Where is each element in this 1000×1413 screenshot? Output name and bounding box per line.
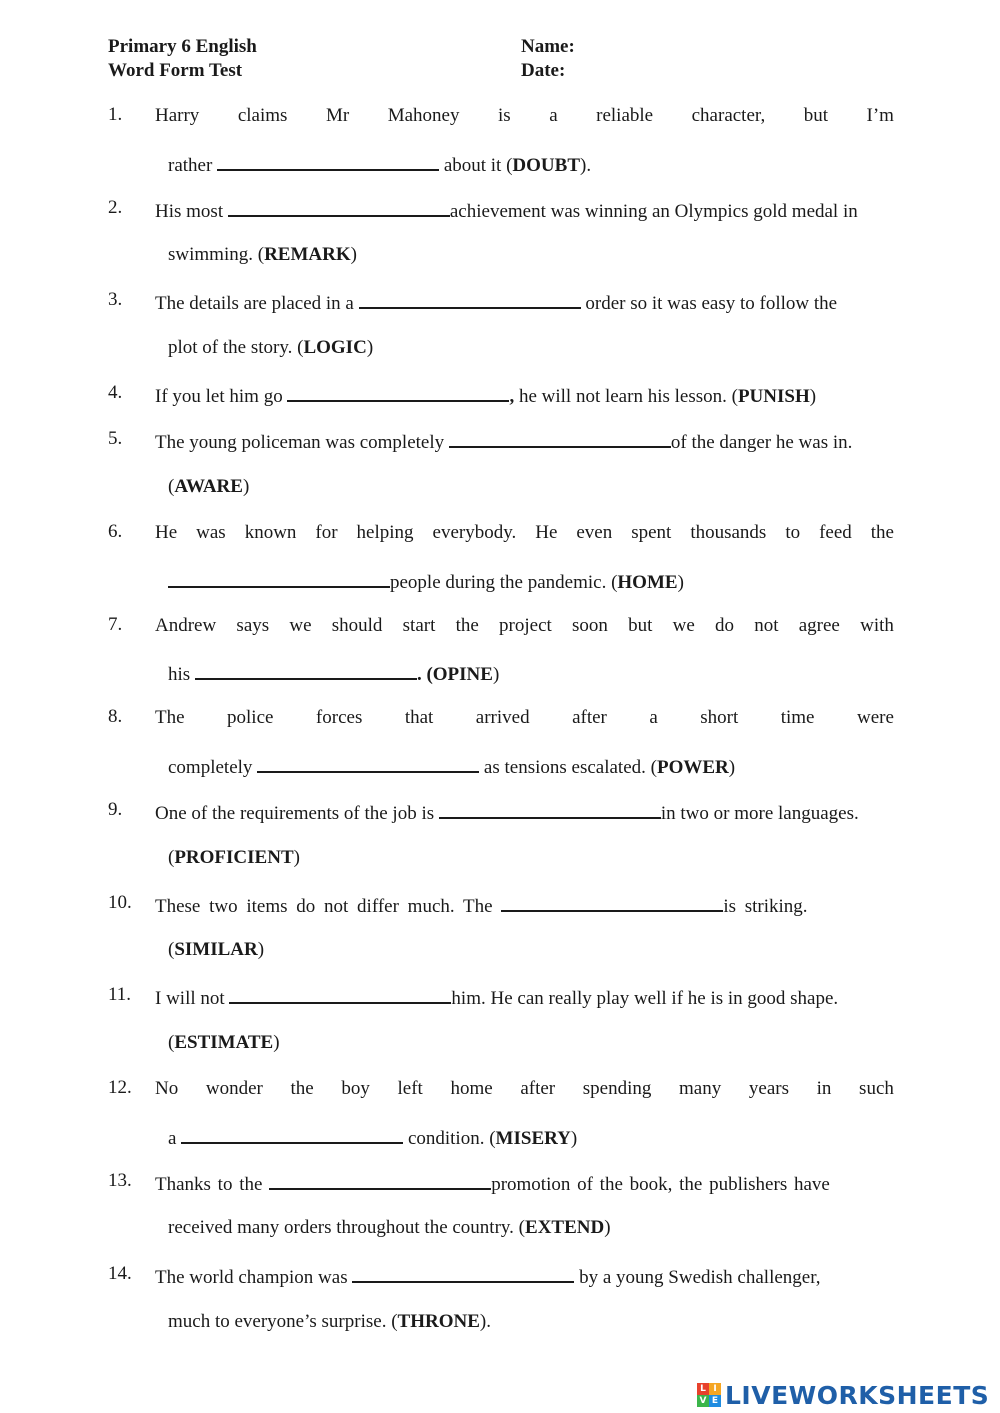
word: start — [402, 615, 436, 636]
question-line — [168, 938, 894, 962]
root-word: THRONE — [397, 1311, 480, 1332]
question-number: 4. — [108, 382, 123, 403]
word: He — [155, 522, 178, 543]
question-number: 5. — [108, 428, 123, 449]
text: ) — [604, 1217, 611, 1238]
answer-blank[interactable] — [269, 1170, 491, 1190]
question-line — [155, 104, 894, 128]
word: years — [748, 1078, 789, 1099]
root-word: OPINE — [432, 664, 493, 685]
question-line — [155, 892, 894, 916]
word: should — [331, 615, 383, 636]
word: claims — [237, 105, 288, 126]
word: a — [549, 105, 558, 126]
text: ). — [580, 155, 592, 176]
text: by a young Swedish challenger, — [574, 1267, 821, 1288]
liveworksheets-logo[interactable] — [697, 1380, 989, 1410]
word: arrived — [475, 707, 530, 728]
word: spending — [582, 1078, 652, 1099]
text: is striking. — [723, 896, 808, 917]
word: but — [628, 615, 653, 636]
question-line — [155, 1170, 894, 1194]
text: I will not — [155, 988, 230, 1009]
text: order so it was easy to follow the — [580, 293, 838, 314]
text: ) — [273, 1032, 280, 1053]
word: with — [860, 615, 894, 636]
question-number: 8. — [108, 706, 123, 727]
question-line — [168, 753, 894, 777]
word: boy — [341, 1078, 370, 1099]
word: were — [856, 707, 894, 728]
word: Harry — [155, 105, 200, 126]
text: plot of the story. ( — [168, 337, 304, 358]
question-line — [168, 151, 894, 175]
question-line — [155, 382, 894, 406]
word: after — [520, 1078, 556, 1099]
root-word: ESTIMATE — [174, 1032, 274, 1053]
text: condition. ( — [403, 1128, 496, 1149]
root-word: PROFICIENT — [174, 847, 294, 868]
question-number: 1. — [108, 104, 123, 125]
question-number: 14. — [108, 1263, 132, 1284]
question-line — [155, 289, 894, 313]
text: The details are placed in a — [155, 293, 359, 314]
word: feed — [819, 522, 852, 543]
text: Thanks to the — [155, 1174, 270, 1195]
question-line — [168, 568, 894, 592]
answer-blank[interactable] — [439, 799, 661, 819]
question-line — [155, 706, 894, 730]
word: says — [236, 615, 270, 636]
question-line — [168, 660, 894, 684]
word: was — [196, 522, 226, 543]
question-line — [155, 197, 894, 221]
word: the — [870, 522, 894, 543]
question-number: 2. — [108, 197, 123, 218]
word: not — [754, 615, 779, 636]
question-number: 11. — [108, 984, 132, 1005]
text: These two items do not differ much. The — [155, 896, 502, 917]
question-line — [155, 799, 894, 823]
answer-blank[interactable] — [168, 568, 390, 588]
text: he will not learn his lesson. ( — [514, 386, 738, 407]
text: ) — [809, 386, 817, 407]
question-line — [155, 428, 894, 452]
question-number: 7. — [108, 614, 123, 635]
question-number: 13. — [108, 1170, 132, 1191]
word: Mr — [325, 105, 350, 126]
text: much to everyone’s surprise. ( — [168, 1311, 398, 1332]
word: the — [455, 615, 479, 636]
text: ) — [677, 572, 684, 593]
text: ) — [242, 476, 250, 497]
root-word: REMARK — [264, 244, 351, 265]
question-line — [155, 1077, 894, 1101]
text: , — [509, 386, 515, 407]
text: promotion of the book, the publishers have — [491, 1174, 830, 1195]
text: people during the pandemic. ( — [390, 572, 618, 593]
word: a — [649, 707, 658, 728]
logo-mark-icon — [697, 1383, 721, 1407]
question-number: 9. — [108, 799, 123, 820]
answer-blank[interactable] — [229, 984, 451, 1004]
text: The world champion was — [155, 1267, 353, 1288]
question-line — [155, 521, 894, 545]
logo-letter: I — [709, 1383, 721, 1395]
word: forces — [315, 707, 363, 728]
word: No — [155, 1078, 179, 1099]
word: but — [803, 105, 829, 126]
root-word: DOUBT — [512, 155, 580, 176]
root-word: LOGIC — [303, 337, 367, 358]
text: of the danger he was in. — [670, 432, 853, 453]
question-line — [155, 1263, 894, 1287]
question-line — [168, 1310, 894, 1334]
word: project — [499, 615, 552, 636]
word: Andrew — [155, 615, 217, 636]
text: ( — [168, 847, 175, 868]
word: home — [450, 1078, 493, 1099]
word: everybody. — [432, 522, 517, 543]
word: in — [816, 1078, 832, 1099]
header-left — [108, 35, 257, 83]
question-number: 3. — [108, 289, 123, 310]
word: to — [785, 522, 801, 543]
word: wonder — [205, 1078, 263, 1099]
answer-blank[interactable] — [449, 428, 671, 448]
answer-blank[interactable] — [287, 382, 509, 402]
word: Mahoney — [387, 105, 460, 126]
question-line — [168, 1124, 894, 1148]
question-line — [168, 1031, 894, 1055]
text: completely — [168, 757, 258, 778]
text: received many orders throughout the country. ( — [168, 1217, 526, 1238]
text: ) — [366, 337, 374, 358]
answer-blank[interactable] — [228, 197, 450, 217]
word: that — [404, 707, 434, 728]
question-line — [168, 475, 894, 499]
root-word: HOME — [617, 572, 678, 593]
answer-blank[interactable] — [257, 753, 479, 773]
text: ) — [728, 757, 736, 778]
text: The young policeman was completely — [155, 432, 449, 453]
answer-blank[interactable] — [352, 1263, 574, 1283]
answer-blank[interactable] — [359, 289, 581, 309]
root-word: SIMILAR — [174, 939, 258, 960]
text: ) — [570, 1128, 578, 1149]
text: ( — [168, 476, 175, 497]
text: a — [168, 1128, 182, 1149]
question-line — [168, 243, 894, 267]
root-word: PUNISH — [737, 386, 810, 407]
question-line — [168, 336, 894, 360]
word: character, — [691, 105, 766, 126]
root-word: EXTEND — [525, 1217, 605, 1238]
text: ) — [257, 939, 265, 960]
word: left — [397, 1078, 423, 1099]
word: thousands — [690, 522, 767, 543]
word: many — [679, 1078, 722, 1099]
test-title: Word Form Test — [108, 60, 243, 81]
text: ( — [168, 939, 175, 960]
text: ) — [350, 244, 357, 265]
root-word: MISERY — [495, 1128, 571, 1149]
word: after — [572, 707, 607, 728]
question-line — [168, 1216, 894, 1240]
logo-letter: L — [697, 1383, 709, 1395]
text: ) — [293, 847, 300, 868]
text: . ( — [416, 664, 433, 685]
logo-letter: V — [697, 1395, 709, 1407]
word: known — [244, 522, 297, 543]
text: in two or more languages. — [660, 803, 859, 824]
text: rather — [168, 155, 218, 176]
logo-letter: E — [709, 1395, 721, 1407]
word: do — [715, 615, 735, 636]
text: him. He can really play well if he is in good shape. — [451, 988, 839, 1009]
word: we — [672, 615, 695, 636]
text: ). — [479, 1311, 491, 1332]
word: spent — [631, 522, 672, 543]
word: reliable — [596, 105, 654, 126]
question-line — [168, 846, 894, 870]
root-word: POWER — [656, 757, 729, 778]
question-number: 6. — [108, 521, 123, 542]
question-number: 10. — [108, 892, 132, 913]
word: for — [315, 522, 338, 543]
answer-blank[interactable] — [501, 892, 723, 912]
answer-blank[interactable] — [181, 1124, 403, 1144]
word: I’m — [866, 105, 894, 126]
text: ) — [492, 664, 500, 685]
text: swimming. ( — [168, 244, 265, 265]
answer-blank[interactable] — [195, 660, 417, 680]
text: his — [168, 664, 195, 685]
word: helping — [356, 522, 414, 543]
text: One of the requirements of the job is — [155, 803, 439, 824]
word: He — [535, 522, 558, 543]
text: If you let him go — [155, 386, 288, 407]
name-label: Name: — [521, 36, 575, 57]
word: short — [700, 707, 739, 728]
text: achievement was winning an Olympics gold medal in — [449, 201, 858, 222]
word: we — [289, 615, 312, 636]
text: ( — [168, 1032, 175, 1053]
text: His most — [155, 201, 228, 222]
question-line — [155, 984, 894, 1008]
word: even — [576, 522, 613, 543]
root-word: AWARE — [174, 476, 243, 497]
word: agree — [798, 615, 840, 636]
answer-blank[interactable] — [217, 151, 439, 171]
date-label: Date: — [521, 60, 566, 81]
word: is — [497, 105, 511, 126]
logo-text: LIVEWORKSHEETS — [725, 1380, 990, 1410]
word: soon — [572, 615, 608, 636]
header-right — [521, 35, 575, 83]
word: police — [227, 707, 274, 728]
text: as tensions escalated. ( — [479, 757, 657, 778]
subject-title: Primary 6 English — [108, 36, 257, 57]
word: time — [780, 707, 815, 728]
question-line — [155, 614, 894, 638]
word: the — [290, 1078, 314, 1099]
word: such — [859, 1078, 894, 1099]
word: The — [155, 707, 185, 728]
text: about it ( — [439, 155, 513, 176]
question-number: 12. — [108, 1077, 132, 1098]
